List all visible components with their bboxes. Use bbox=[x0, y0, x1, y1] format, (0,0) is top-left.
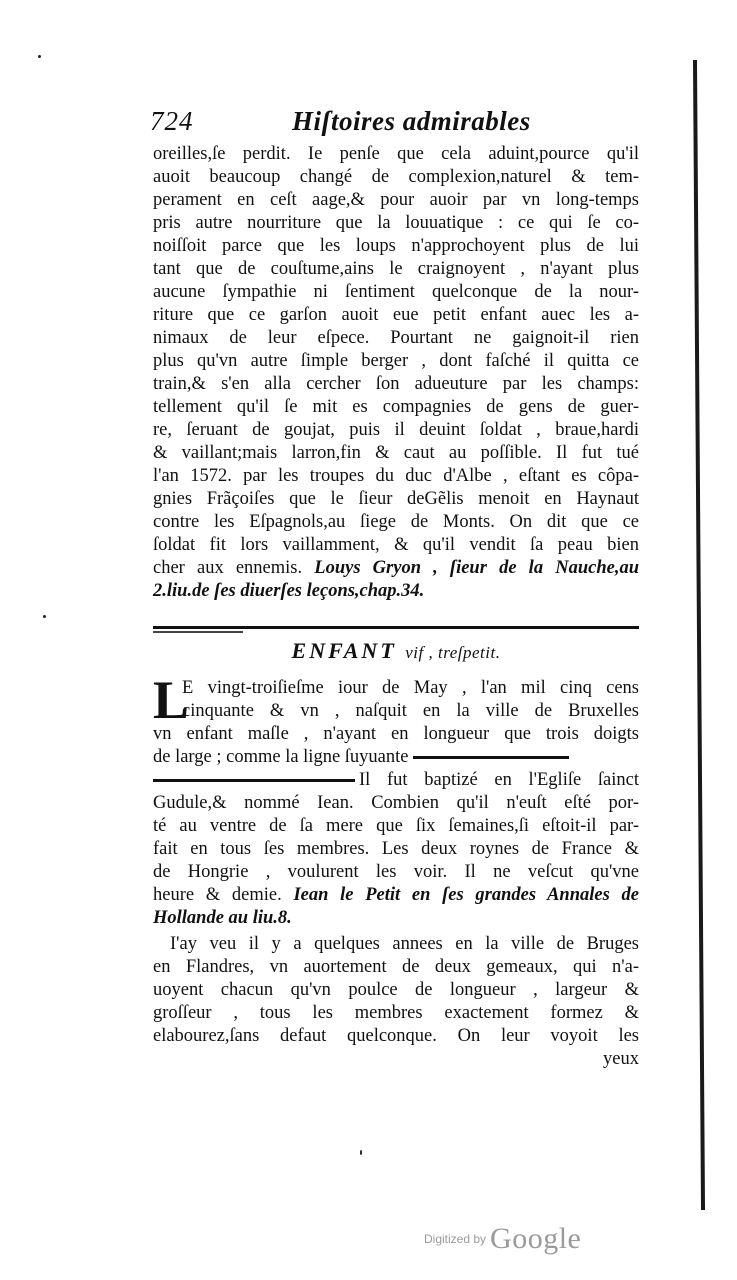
section-rule-fragment bbox=[153, 631, 243, 633]
text-line: té au ventre de ſa mere que ſix ſemaines,ſi eſtoit-il par- bbox=[153, 816, 639, 836]
page-edge-shadow bbox=[693, 60, 705, 1210]
text-line: de Hongrie , voulurent les voir. Il ne veſcut qu'vne bbox=[153, 862, 639, 882]
text-line: pris autre nourriture que la louuatique : ce qui ſe co- bbox=[153, 213, 639, 233]
measure-line bbox=[413, 756, 569, 759]
text-fragment: de large ; comme la ligne ſuyuante bbox=[153, 747, 409, 767]
catchword: yeux bbox=[603, 1049, 639, 1069]
text-line: nimaux de leur eſpece. Pourtant ne gaignoit-il rien bbox=[153, 328, 639, 348]
text-line bbox=[153, 557, 639, 579]
text-line bbox=[153, 769, 639, 791]
text-fragment: cher aux ennemis. bbox=[153, 558, 303, 578]
digitized-by-google-watermark bbox=[424, 1222, 581, 1256]
measure-line bbox=[153, 779, 355, 782]
citation: Hollande au liu.8. bbox=[153, 908, 292, 928]
google-logo: Google bbox=[490, 1222, 582, 1255]
section-subtitle: vif , treſpetit. bbox=[405, 643, 501, 662]
text-line: noiſſoit parce que les loups n'approchoyent plus de lui bbox=[153, 236, 639, 256]
watermark-prefix: Digitized by bbox=[424, 1232, 487, 1246]
ink-speck bbox=[43, 615, 46, 618]
text-line: riture que ce garſon auoit eue petit enfant auec les a- bbox=[153, 305, 639, 325]
ink-speck bbox=[38, 55, 41, 58]
text-line: groſſeur , tous les membres exactement formez & bbox=[153, 1003, 639, 1023]
text-line: ſoldat fit lors vaillamment, & qu'il vendit ſa peau bien bbox=[153, 535, 639, 555]
text-line: l'an 1572. par les troupes du duc d'Albe , eſtant es côpa- bbox=[153, 466, 639, 486]
text-line: aucune ſympathie ni ſentiment quelconque de la nour- bbox=[153, 282, 639, 302]
text-line: uoyent chacun qu'vn poulce de longueur , largeur & bbox=[153, 980, 639, 1000]
text-line bbox=[153, 746, 639, 768]
text-line: train,& s'en alla cercher ſon adueuture par les champs: bbox=[153, 374, 639, 394]
citation: Louys Gryon , ſieur de la Nauche,au bbox=[314, 558, 639, 578]
ink-speck bbox=[360, 1150, 362, 1155]
text-line: oreilles,ſe perdit. Ie penſe que cela aduint,pource qu'il bbox=[153, 144, 639, 164]
section-rule bbox=[153, 626, 639, 629]
text-line: fait en tous ſes membres. Les deux roynes de France & bbox=[153, 839, 639, 859]
page-header bbox=[150, 106, 640, 140]
text-line: re, ſeruant de goujat, puis il deuint ſoldat , braue,hardi bbox=[153, 420, 639, 440]
citation-line bbox=[153, 907, 639, 929]
page-number: 724 bbox=[150, 106, 194, 136]
text-line: tellement qu'il ſe mit es compagnies de gens de guer- bbox=[153, 397, 639, 417]
citation: 2.liu.de ſes diuerſes leçons,chap.34. bbox=[153, 581, 425, 601]
text-fragment: heure & demie. bbox=[153, 885, 282, 905]
text-line: E vingt-troiſieſme iour de May , l'an mil cinq cens bbox=[182, 678, 639, 698]
text-line: gnies Frãçoiſes que le ſieur deGẽlis menoit en Haynaut bbox=[153, 489, 639, 509]
drop-cap: L bbox=[153, 670, 190, 730]
text-line: contre les Eſpagnols,au ſiege de Monts. On dit que ce bbox=[153, 512, 639, 532]
citation-line bbox=[153, 580, 639, 602]
citation: Iean le Petit en ſes grandes Annales de bbox=[293, 885, 639, 905]
text-line: plus qu'vn autre ſimple berger , dont faſché il quitta ce bbox=[153, 351, 639, 371]
text-line: & vaillant;mais larron,fin & caut au poſſible. Il fut tué bbox=[153, 443, 639, 463]
running-title: Hiſtoires admirables bbox=[292, 106, 531, 136]
text-line: elabourez,ſans defaut quelconque. On leur voyoit les bbox=[153, 1026, 639, 1046]
text-line: tant que de couſtume,ains le craignoyent , n'ayant plus bbox=[153, 259, 639, 279]
text-fragment: Il fut baptizé en l'Egliſe ſainct bbox=[359, 770, 639, 790]
text-line: I'ay veu il y a quelques annees en la ville de Bruges bbox=[170, 934, 639, 954]
section-heading bbox=[153, 638, 639, 664]
text-line bbox=[153, 884, 639, 906]
text-line: auoit beaucoup changé de complexion,naturel & tem- bbox=[153, 167, 639, 187]
text-line: en Flandres, vn auortement de deux gemeaux, qui n'a- bbox=[153, 957, 639, 977]
text-line: perament en ceſt aage,& pour auoir par vn long-temps bbox=[153, 190, 639, 210]
text-line: Gudule,& nommé Iean. Combien qu'il n'euſt eſté por- bbox=[153, 793, 639, 813]
text-line: cinquante & vn , naſquit en la ville de Bruxelles bbox=[182, 701, 639, 721]
text-line: vn enfant maſle , n'ayant en longueur que trois doigts bbox=[153, 724, 639, 744]
section-title: ENFANT bbox=[291, 638, 397, 663]
